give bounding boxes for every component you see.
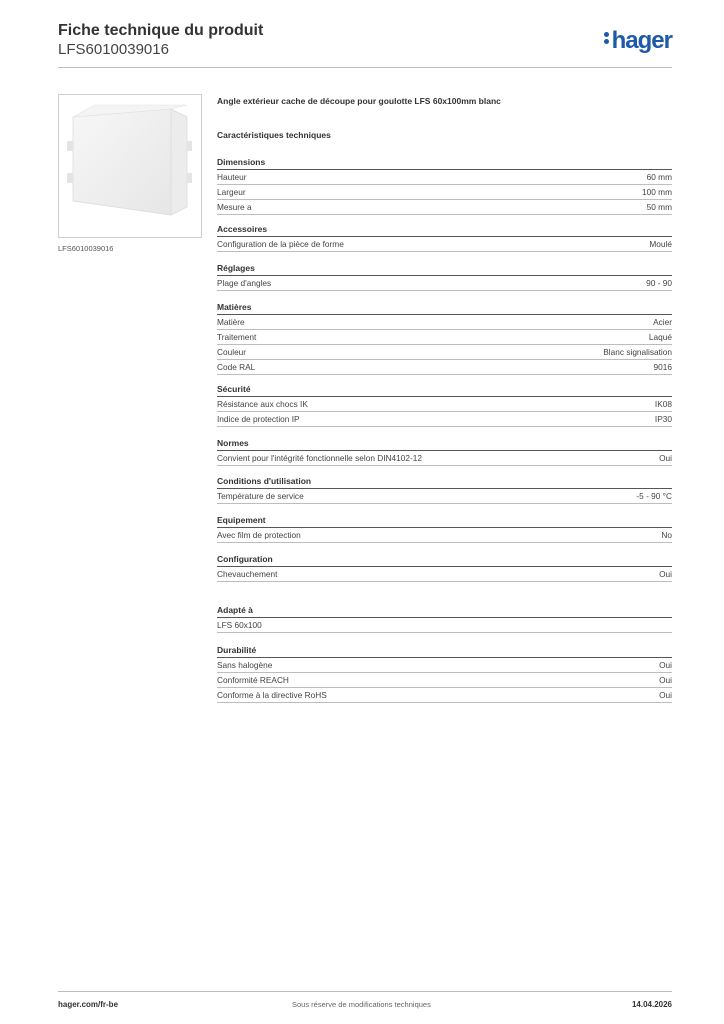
spec-value: 100 mm <box>642 187 672 197</box>
spec-row <box>217 412 672 427</box>
spec-value: Oui <box>659 675 672 685</box>
spec-label: Convient pour l'intégrité fonctionnelle selon DIN4102-12 <box>217 453 422 463</box>
document-title: Fiche technique du produit <box>58 22 264 39</box>
section-title: Dimensions <box>217 156 672 170</box>
spec-label: Couleur <box>217 347 247 357</box>
section-title: Matières <box>217 301 672 315</box>
spec-label: Mesure a <box>217 202 252 212</box>
section-dimensions <box>217 156 672 215</box>
hager-logo <box>604 27 672 55</box>
footer-website-link[interactable]: hager.com/fr-be <box>58 1000 119 1009</box>
spec-label: Largeur <box>217 187 246 197</box>
section-durabilite <box>217 644 672 703</box>
spec-value: 50 mm <box>646 202 672 212</box>
section-title: Normes <box>217 437 672 451</box>
page-header <box>58 22 672 68</box>
spec-label: Avec film de protection <box>217 530 301 540</box>
product-description: Angle extérieur cache de découpe pour goulotte LFS 60x100mm blanc <box>217 96 501 106</box>
spec-row <box>217 658 672 673</box>
spec-row <box>217 673 672 688</box>
spec-value: 60 mm <box>646 172 672 182</box>
logo-text: hager <box>611 27 672 54</box>
specs-title: Caractéristiques techniques <box>217 130 331 140</box>
product-image-frame <box>58 94 202 238</box>
spec-row <box>217 360 672 375</box>
section-title: Accessoires <box>217 223 672 237</box>
spec-label: Chevauchement <box>217 569 278 579</box>
spec-value: Oui <box>659 660 672 670</box>
spec-value: Oui <box>659 690 672 700</box>
section-title: Equipement <box>217 514 672 528</box>
section-title: Adapté à <box>217 604 672 618</box>
spec-value: Oui <box>659 569 672 579</box>
spec-row <box>217 688 672 703</box>
section-reglages <box>217 262 672 291</box>
spec-label: Indice de protection IP <box>217 414 300 424</box>
spec-label: Code RAL <box>217 362 256 372</box>
section-securite <box>217 383 672 427</box>
spec-value: IK08 <box>654 399 672 409</box>
spec-value: -5 - 90 °C <box>636 491 672 501</box>
spec-row <box>217 170 672 185</box>
footer-date: 14.04.2026 <box>631 1000 672 1009</box>
spec-label: Configuration de la pièce de forme <box>217 239 344 249</box>
spec-label: Résistance aux chocs IK <box>217 399 308 409</box>
spec-label: Matière <box>217 317 245 327</box>
spec-row <box>217 200 672 215</box>
section-normes <box>217 437 672 466</box>
spec-row <box>217 237 672 252</box>
spec-row <box>217 528 672 543</box>
footer-notice: Sous réserve de modifications techniques <box>292 1000 431 1009</box>
spec-label: Plage d'angles <box>217 278 272 288</box>
spec-value: Blanc signalisation <box>603 347 672 357</box>
section-accessoires <box>217 223 672 252</box>
spec-value: IP30 <box>654 414 672 424</box>
spec-value: 90 - 90 <box>646 278 672 288</box>
spec-row <box>217 397 672 412</box>
spec-value: No <box>661 530 672 540</box>
spec-value: Laqué <box>648 332 672 342</box>
product-image-caption: LFS6010039016 <box>58 244 114 253</box>
section-title: Réglages <box>217 262 672 276</box>
section-title: Configuration <box>217 553 672 567</box>
section-adapte <box>217 604 672 633</box>
spec-label: Conformité REACH <box>217 675 289 685</box>
spec-label: Hauteur <box>217 172 247 182</box>
spec-row <box>217 276 672 291</box>
spec-value: Moulé <box>649 239 672 249</box>
spec-value: Acier <box>653 317 672 327</box>
section-title: Sécurité <box>217 383 672 397</box>
section-conditions <box>217 475 672 504</box>
spec-row <box>217 330 672 345</box>
spec-row <box>217 185 672 200</box>
spec-row <box>217 345 672 360</box>
spec-label: Sans halogène <box>217 660 273 670</box>
spec-row <box>217 567 672 582</box>
product-image <box>67 103 193 229</box>
spec-label: Conforme à la directive RoHS <box>217 690 327 700</box>
section-matieres <box>217 301 672 375</box>
section-configuration <box>217 553 672 582</box>
spec-label: Température de service <box>217 491 304 501</box>
logo-dots-icon <box>604 30 610 46</box>
product-specifications <box>217 96 672 700</box>
spec-row <box>217 489 672 504</box>
spec-row <box>217 315 672 330</box>
section-title: Durabilité <box>217 644 672 658</box>
product-reference: LFS6010039016 <box>58 41 169 58</box>
spec-label: Traitement <box>217 332 257 342</box>
spec-row <box>217 451 672 466</box>
spec-value: 9016 <box>653 362 672 372</box>
section-title: Conditions d'utilisation <box>217 475 672 489</box>
spec-label: LFS 60x100 <box>217 620 262 630</box>
spec-value: Oui <box>659 453 672 463</box>
page-footer <box>58 991 672 1011</box>
section-equipement <box>217 514 672 543</box>
spec-row <box>217 618 672 633</box>
